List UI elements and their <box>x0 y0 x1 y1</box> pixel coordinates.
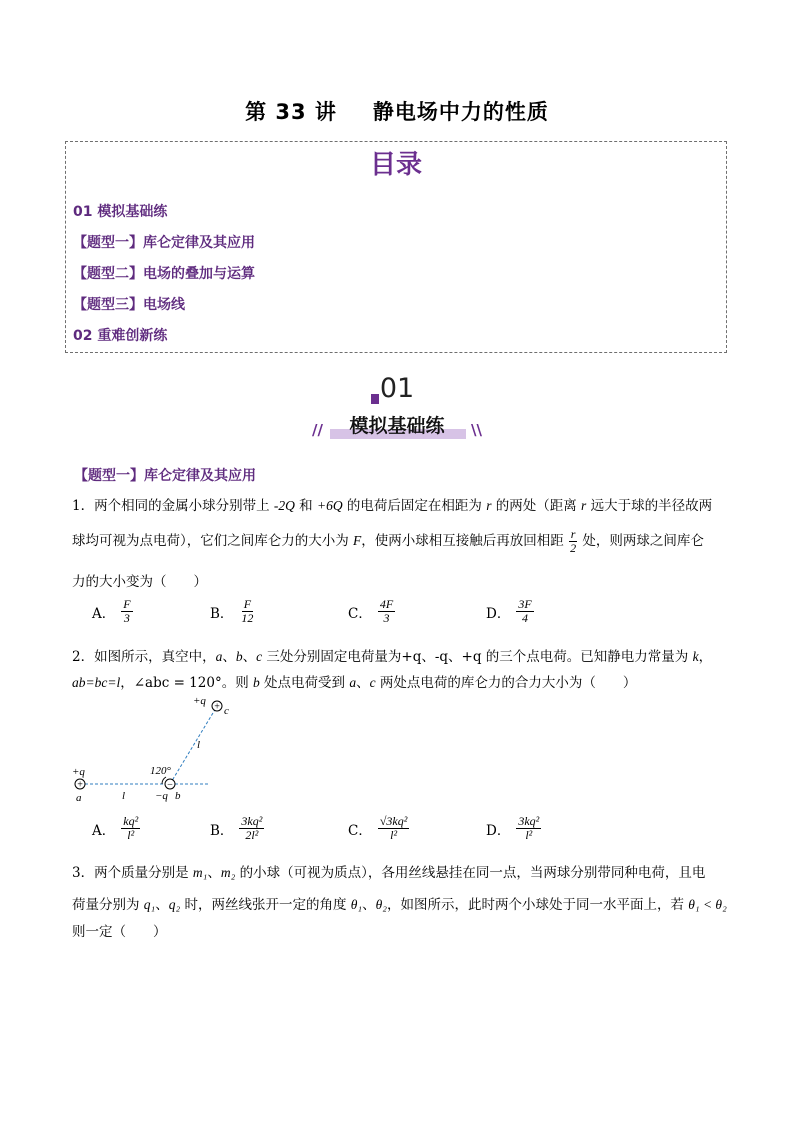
q1-option-b[interactable]: B． $\frac{F}{12}$ <box>210 597 254 625</box>
q2-option-c[interactable]: C． $\frac{\text{√3kq²}}{\text{l²}}$ <box>348 814 408 842</box>
label-b-charge: −q <box>155 790 168 802</box>
label-c-charge: +q <box>193 695 206 707</box>
q2-option-b[interactable]: B． $\frac{\text{3kq²}}{\text{2l²}}$ <box>210 814 263 842</box>
label-length-lower: l <box>122 790 126 802</box>
page-title <box>0 96 794 126</box>
toc-item-basic-practice[interactable]: 01 模拟基础练 <box>73 204 168 220</box>
label-c: c <box>224 705 229 717</box>
q1-frac-half-r: $\frac{r}{2}$ <box>570 527 577 555</box>
label-length-upper: l <box>197 739 201 751</box>
q1-line3: 力的大小变为（ ） <box>72 574 207 590</box>
toc-item-type1[interactable]: 【题型一】库仑定律及其应用 <box>73 235 255 251</box>
q1-option-a[interactable]: A． $\frac{F}{3}$ <box>92 597 131 625</box>
svg-text:−: − <box>166 779 174 791</box>
section-title: 模拟基础练 <box>349 415 445 437</box>
lecture-topic: 静电场中力的性质 <box>372 100 549 124</box>
banner-slash-left: // <box>312 421 323 439</box>
toc-item-advanced-practice[interactable]: 02 重难创新练 <box>73 328 168 344</box>
label-a: a <box>76 792 82 804</box>
type1-heading: 【题型一】库仑定律及其应用 <box>74 468 256 484</box>
toc-heading: 目录 <box>369 150 422 180</box>
section-number-accent <box>371 394 379 404</box>
q3-line1: 3．两个质量分别是 m₁、m₂ 的小球（可视为质点），各用丝线悬挂在同一点，当两球分别带同种电荷，且电 <box>72 865 706 881</box>
label-b: b <box>175 790 181 802</box>
q2-line1: 2．如图所示，真空中，a、b、c 三处分别固定电荷量为+q、-q、+q 的三个点电荷。已知静电力常量为 k， <box>72 649 713 665</box>
q2-line2: ab=bc=l，∠abc = 120°。则 b 处点电荷受到 a、c 两处点电荷的库仑力的合力大小为（ ） <box>72 675 637 691</box>
label-a-charge: +q <box>72 766 85 778</box>
q3-line2: 荷量分别为 q₁、q₂ 时，两丝线张开一定的角度 θ₁、θ₂，如图所示，此时两个小球处于同一水平面上，若 θ₁ < θ₂ <box>72 897 727 913</box>
toc-item-type2[interactable]: 【题型二】电场的叠加与运算 <box>73 266 255 282</box>
svg-text:+: + <box>76 779 84 791</box>
q1-line2: 球均可视为点电荷），它们之间库仑力的大小为 F，使两小球相互接触后再放回相距 $\frac{r}{2}$ 处，则两球之间库仑 <box>72 527 704 555</box>
line-bc <box>170 708 216 784</box>
q1-option-d[interactable]: D． $\frac{3F}{4}$ <box>486 597 532 625</box>
q2-option-d[interactable]: D． $\frac{\text{3kq²}}{\text{l²}}$ <box>486 814 540 842</box>
q1-line1: 1．两个相同的金属小球分别带上 -2Q 和 +6Q 的电荷后固定在相距为 r 的两处（距离 r 远大于球的半径故两 <box>72 498 713 514</box>
q2-charge-diagram <box>60 690 240 808</box>
lecture-number: 第 33 讲 <box>245 100 337 124</box>
q1-option-c[interactable]: C． $\frac{4F}{3}$ <box>348 597 394 625</box>
svg-text:+: + <box>213 701 221 713</box>
table-of-contents <box>65 141 727 353</box>
q3-line3: 则一定（ ） <box>72 924 167 940</box>
banner-slash-right: \\ <box>471 421 482 439</box>
section-number: 01 <box>0 373 794 404</box>
label-angle: 120° <box>150 765 171 777</box>
toc-item-type3[interactable]: 【题型三】电场线 <box>73 297 185 313</box>
section-banner <box>312 411 482 441</box>
q2-option-a[interactable]: A． $\frac{\text{kq²}}{\text{l²}}$ <box>92 814 139 842</box>
